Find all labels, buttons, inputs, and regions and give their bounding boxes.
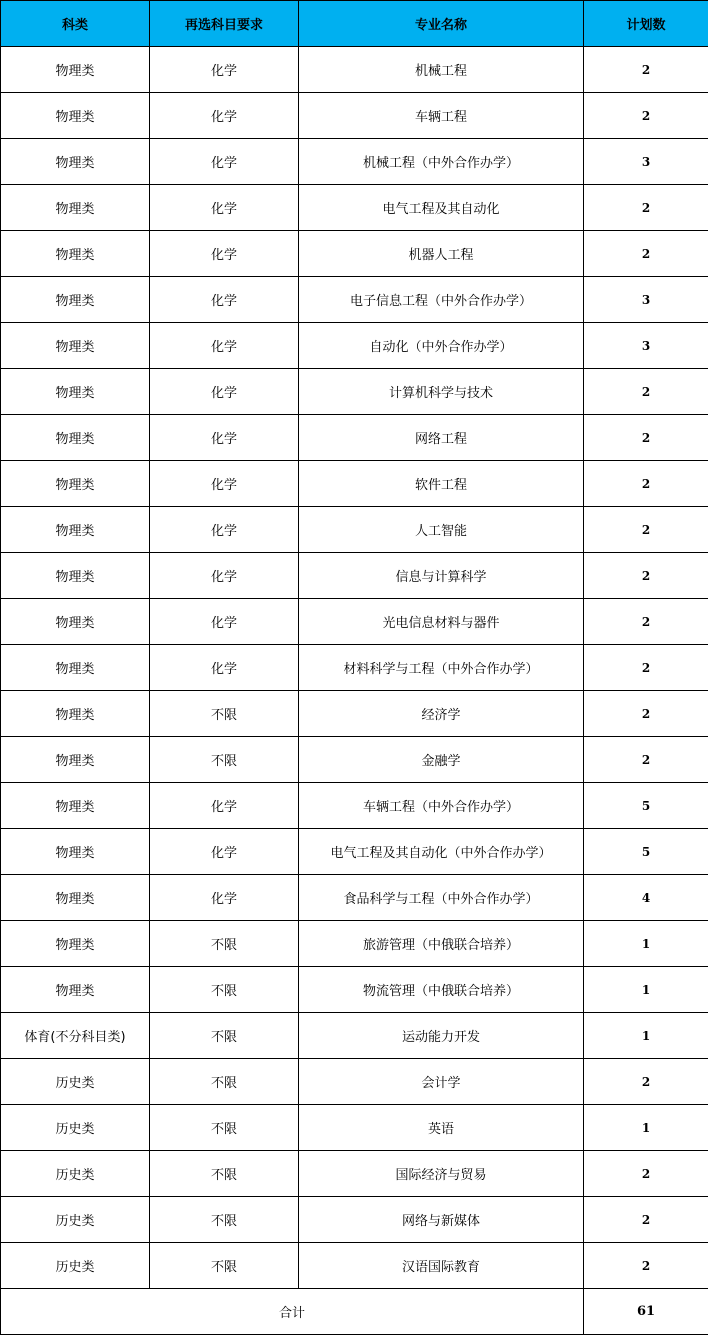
plan-count-cell: 3 [584, 323, 708, 369]
table-row [1, 921, 708, 967]
table-row [1, 967, 708, 1013]
table-row [1, 1243, 708, 1289]
category-cell: 物理类 [1, 93, 150, 139]
category-cell: 物理类 [1, 415, 150, 461]
category-cell: 物理类 [1, 783, 150, 829]
category-cell: 物理类 [1, 185, 150, 231]
major-name-cell: 电子信息工程（中外合作办学） [299, 277, 584, 323]
category-cell: 物理类 [1, 691, 150, 737]
plan-count-cell: 2 [584, 93, 708, 139]
table-row [1, 323, 708, 369]
plan-count-cell: 1 [584, 921, 708, 967]
table-row [1, 645, 708, 691]
subject-requirement-cell: 化学 [150, 553, 299, 599]
subject-requirement-cell: 化学 [150, 369, 299, 415]
major-name-cell: 机械工程（中外合作办学） [299, 139, 584, 185]
category-cell: 物理类 [1, 47, 150, 93]
table-row [1, 1013, 708, 1059]
table-row [1, 737, 708, 783]
category-cell: 物理类 [1, 875, 150, 921]
header-subject-requirement: 再选科目要求 [150, 1, 299, 47]
category-cell: 物理类 [1, 323, 150, 369]
plan-count-cell: 5 [584, 783, 708, 829]
major-name-cell: 物流管理（中俄联合培养） [299, 967, 584, 1013]
subject-requirement-cell: 化学 [150, 783, 299, 829]
major-name-cell: 英语 [299, 1105, 584, 1151]
plan-count-cell: 2 [584, 599, 708, 645]
subject-requirement-cell: 化学 [150, 599, 299, 645]
category-cell: 物理类 [1, 277, 150, 323]
subject-requirement-cell: 化学 [150, 415, 299, 461]
plan-count-cell: 2 [584, 47, 708, 93]
category-cell: 物理类 [1, 553, 150, 599]
category-cell: 物理类 [1, 599, 150, 645]
table-row [1, 93, 708, 139]
plan-count-cell: 3 [584, 277, 708, 323]
category-cell: 历史类 [1, 1151, 150, 1197]
category-cell: 历史类 [1, 1197, 150, 1243]
category-cell: 历史类 [1, 1105, 150, 1151]
category-cell: 物理类 [1, 139, 150, 185]
major-name-cell: 软件工程 [299, 461, 584, 507]
major-name-cell: 会计学 [299, 1059, 584, 1105]
subject-requirement-cell: 化学 [150, 875, 299, 921]
plan-count-cell: 2 [584, 1243, 708, 1289]
subject-requirement-cell: 化学 [150, 139, 299, 185]
subject-requirement-cell: 不限 [150, 1105, 299, 1151]
subject-requirement-cell: 化学 [150, 507, 299, 553]
major-name-cell: 机械工程 [299, 47, 584, 93]
plan-count-cell: 2 [584, 185, 708, 231]
major-name-cell: 电气工程及其自动化 [299, 185, 584, 231]
plan-count-cell: 1 [584, 967, 708, 1013]
table-row [1, 783, 708, 829]
subject-requirement-cell: 化学 [150, 185, 299, 231]
table-row [1, 415, 708, 461]
total-row [1, 1289, 708, 1335]
table-row [1, 461, 708, 507]
subject-requirement-cell: 不限 [150, 1243, 299, 1289]
major-name-cell: 国际经济与贸易 [299, 1151, 584, 1197]
subject-requirement-cell: 不限 [150, 1151, 299, 1197]
table-row [1, 231, 708, 277]
plan-count-cell: 2 [584, 461, 708, 507]
major-name-cell: 计算机科学与技术 [299, 369, 584, 415]
table-row [1, 1197, 708, 1243]
table-row [1, 369, 708, 415]
subject-requirement-cell: 不限 [150, 1013, 299, 1059]
subject-requirement-cell: 不限 [150, 1059, 299, 1105]
subject-requirement-cell: 化学 [150, 461, 299, 507]
table-row [1, 875, 708, 921]
header-category: 科类 [1, 1, 150, 47]
major-name-cell: 自动化（中外合作办学） [299, 323, 584, 369]
plan-count-cell: 2 [584, 1059, 708, 1105]
category-cell: 体育(不分科目类) [1, 1013, 150, 1059]
plan-count-cell: 2 [584, 691, 708, 737]
subject-requirement-cell: 不限 [150, 921, 299, 967]
plan-count-cell: 3 [584, 139, 708, 185]
total-label: 合计 [1, 1289, 584, 1335]
category-cell: 物理类 [1, 737, 150, 783]
plan-count-cell: 4 [584, 875, 708, 921]
major-name-cell: 电气工程及其自动化（中外合作办学） [299, 829, 584, 875]
table-row [1, 507, 708, 553]
table-row [1, 1105, 708, 1151]
plan-count-cell: 2 [584, 415, 708, 461]
category-cell: 物理类 [1, 967, 150, 1013]
major-name-cell: 信息与计算科学 [299, 553, 584, 599]
header-plan-count: 计划数 [584, 1, 708, 47]
table-row [1, 277, 708, 323]
category-cell: 物理类 [1, 921, 150, 967]
subject-requirement-cell: 化学 [150, 829, 299, 875]
subject-requirement-cell: 不限 [150, 967, 299, 1013]
subject-requirement-cell: 化学 [150, 645, 299, 691]
category-cell: 历史类 [1, 1243, 150, 1289]
plan-count-cell: 2 [584, 507, 708, 553]
category-cell: 物理类 [1, 507, 150, 553]
subject-requirement-cell: 化学 [150, 323, 299, 369]
major-name-cell: 材料科学与工程（中外合作办学） [299, 645, 584, 691]
major-name-cell: 机器人工程 [299, 231, 584, 277]
subject-requirement-cell: 化学 [150, 47, 299, 93]
table-row [1, 691, 708, 737]
category-cell: 物理类 [1, 829, 150, 875]
table-row [1, 1059, 708, 1105]
subject-requirement-cell: 化学 [150, 93, 299, 139]
major-name-cell: 车辆工程（中外合作办学） [299, 783, 584, 829]
plan-count-cell: 2 [584, 553, 708, 599]
plan-count-cell: 5 [584, 829, 708, 875]
table-body [1, 47, 708, 1289]
table-row [1, 829, 708, 875]
plan-count-cell: 2 [584, 369, 708, 415]
plan-count-cell: 1 [584, 1105, 708, 1151]
plan-count-cell: 2 [584, 1151, 708, 1197]
major-name-cell: 旅游管理（中俄联合培养） [299, 921, 584, 967]
plan-count-cell: 1 [584, 1013, 708, 1059]
table-row [1, 139, 708, 185]
table-row [1, 599, 708, 645]
header-major-name: 专业名称 [299, 1, 584, 47]
major-name-cell: 食品科学与工程（中外合作办学） [299, 875, 584, 921]
category-cell: 物理类 [1, 231, 150, 277]
major-name-cell: 经济学 [299, 691, 584, 737]
subject-requirement-cell: 不限 [150, 691, 299, 737]
category-cell: 物理类 [1, 369, 150, 415]
category-cell: 物理类 [1, 645, 150, 691]
major-name-cell: 网络与新媒体 [299, 1197, 584, 1243]
plan-count-cell: 2 [584, 231, 708, 277]
major-name-cell: 金融学 [299, 737, 584, 783]
table-row [1, 185, 708, 231]
plan-count-cell: 2 [584, 645, 708, 691]
header-row [1, 1, 708, 47]
category-cell: 物理类 [1, 461, 150, 507]
subject-requirement-cell: 不限 [150, 1197, 299, 1243]
total-value: 61 [584, 1289, 708, 1335]
subject-requirement-cell: 不限 [150, 737, 299, 783]
subject-requirement-cell: 化学 [150, 231, 299, 277]
major-name-cell: 汉语国际教育 [299, 1243, 584, 1289]
major-name-cell: 运动能力开发 [299, 1013, 584, 1059]
major-name-cell: 人工智能 [299, 507, 584, 553]
plan-count-cell: 2 [584, 1197, 708, 1243]
table-row [1, 47, 708, 93]
subject-requirement-cell: 化学 [150, 277, 299, 323]
major-name-cell: 网络工程 [299, 415, 584, 461]
table-row [1, 1151, 708, 1197]
plan-count-cell: 2 [584, 737, 708, 783]
category-cell: 历史类 [1, 1059, 150, 1105]
major-name-cell: 车辆工程 [299, 93, 584, 139]
table-row [1, 553, 708, 599]
major-name-cell: 光电信息材料与器件 [299, 599, 584, 645]
